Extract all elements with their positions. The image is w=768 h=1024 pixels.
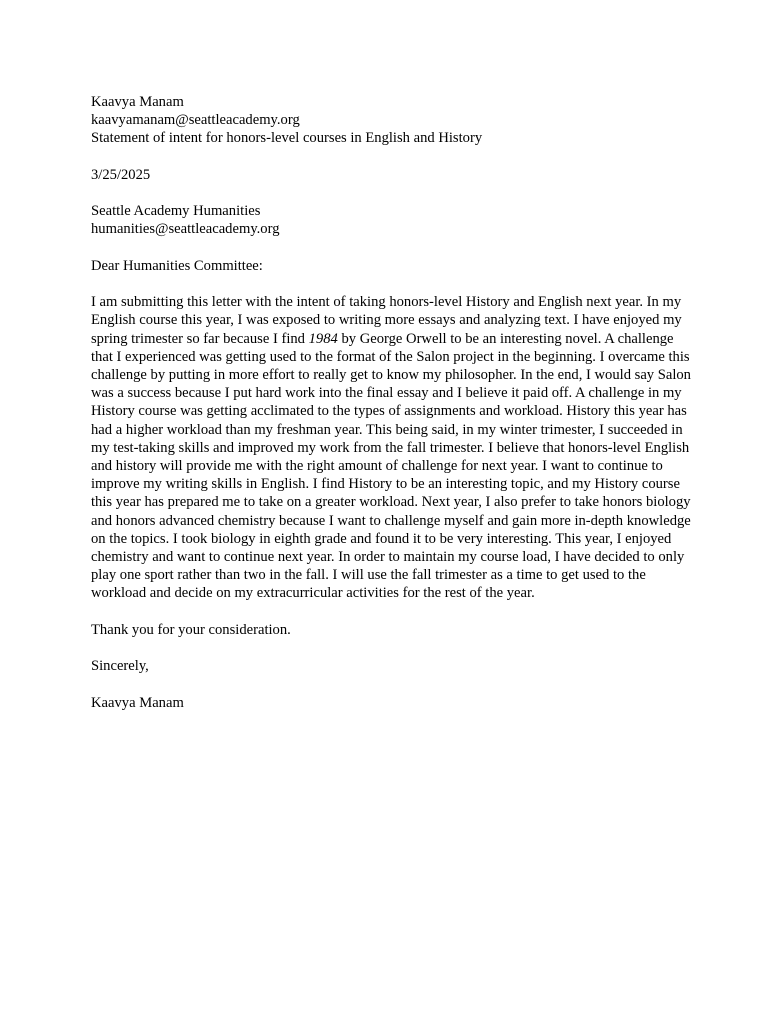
closing: Sincerely, bbox=[91, 658, 149, 675]
recipient-block bbox=[91, 202, 691, 238]
letter-date: 3/25/2025 bbox=[91, 166, 151, 183]
recipient-email: humanities@seattleacademy.org bbox=[91, 221, 280, 238]
book-title: 1984 bbox=[308, 330, 338, 347]
salutation: Dear Humanities Committee: bbox=[91, 257, 263, 274]
body-paragraph bbox=[91, 293, 691, 602]
signature: Kaavya Manam bbox=[91, 694, 184, 711]
sender-block bbox=[91, 93, 691, 148]
spacer bbox=[91, 239, 691, 257]
spacer bbox=[91, 184, 691, 202]
letter-subject: Statement of intent for honors-level courses in English and History bbox=[91, 130, 483, 147]
recipient-name: Seattle Academy Humanities bbox=[91, 203, 261, 220]
body-text-part: I am submitting this letter with the intent of taking honors-level History and English next year. In my English course this year, I was exposed to writing more essays and analyzing text. I have enjoyed my spring trimester so far because I find bbox=[91, 294, 682, 347]
spacer bbox=[91, 275, 691, 293]
closing-thanks: Thank you for your consideration. bbox=[91, 621, 291, 638]
spacer bbox=[91, 639, 691, 657]
sender-email: kaavyamanam@seattleacademy.org bbox=[91, 112, 300, 129]
sender-name: Kaavya Manam bbox=[91, 94, 184, 110]
body-text-part: by George Orwell to be an interesting novel. A challenge that I experienced was getting used to the format of the Salon project in the beginning. I overcame this challenge by putting in more effort to really get to know my philosopher. In the end, I would say Salon was a success because I put hard work into the final essay and I believe it paid off. A challenge in my History course was getting acclimated to the types of assignments and workload. History this year has had a higher workload than my freshman year. This being said, in my winter trimester, I succeeded in my test-taking skills and improved my work from the fall trimester. I believe that honors-level English and history will provide me with the right amount of challenge for next year. I want to continue to improve my writing skills in English. I find History to be an interesting topic, and my History course this year has prepared me to take on a greater workload. Next year, I also prefer to take honors biology and honors advanced chemistry because I want to challenge myself and gain more in-depth knowledge on the topics. I took biology in eighth grade and found it to be very interesting. This year, I enjoyed chemistry and want to continue next year. In order to maintain my course load, I have decided to only play one sport rather than two in the fall. I will use the fall trimester as a time to get used to the workload and decide on my extracurricular activities for the rest of the year. bbox=[91, 330, 691, 602]
letter bbox=[91, 93, 691, 712]
spacer bbox=[91, 148, 691, 166]
spacer bbox=[91, 603, 691, 621]
spacer bbox=[91, 675, 691, 693]
